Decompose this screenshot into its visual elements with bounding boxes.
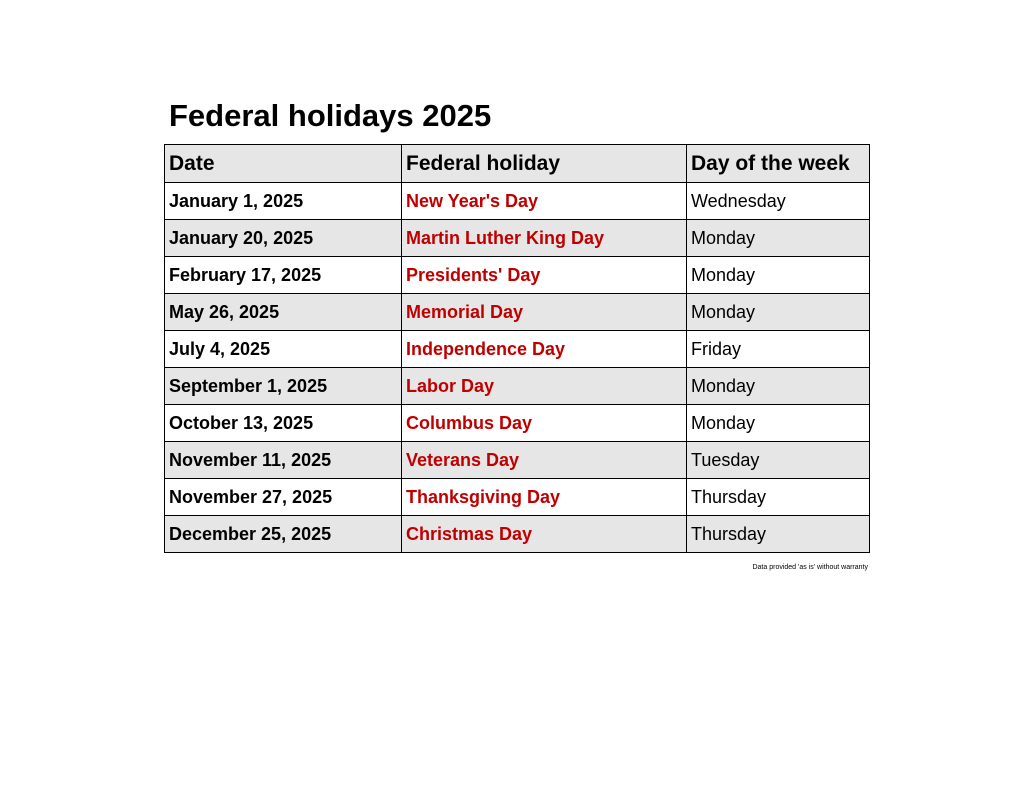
holiday-date: January 1, 2025 [165, 183, 402, 220]
holiday-name: Memorial Day [402, 294, 687, 331]
header-day-of-week: Day of the week [687, 145, 870, 183]
table-row [165, 442, 870, 479]
table-row [165, 331, 870, 368]
holiday-name: Thanksgiving Day [402, 479, 687, 516]
holiday-weekday: Friday [687, 331, 870, 368]
holiday-weekday: Monday [687, 257, 870, 294]
holiday-name: New Year's Day [402, 183, 687, 220]
holiday-weekday: Monday [687, 405, 870, 442]
holiday-weekday: Tuesday [687, 442, 870, 479]
table-row [165, 257, 870, 294]
table-row [165, 183, 870, 220]
holiday-weekday: Thursday [687, 516, 870, 553]
header-federal-holiday: Federal holiday [402, 145, 687, 183]
holiday-name: Martin Luther King Day [402, 220, 687, 257]
holiday-name: Christmas Day [402, 516, 687, 553]
table-row [165, 294, 870, 331]
holiday-weekday: Monday [687, 220, 870, 257]
table-row [165, 405, 870, 442]
holiday-date: January 20, 2025 [165, 220, 402, 257]
table-row [165, 220, 870, 257]
holiday-weekday: Monday [687, 368, 870, 405]
header-date: Date [165, 145, 402, 183]
holiday-name: Labor Day [402, 368, 687, 405]
holiday-date: July 4, 2025 [165, 331, 402, 368]
holiday-date: December 25, 2025 [165, 516, 402, 553]
holiday-date: November 11, 2025 [165, 442, 402, 479]
holiday-date: October 13, 2025 [165, 405, 402, 442]
holiday-weekday: Thursday [687, 479, 870, 516]
holidays-table [164, 144, 870, 553]
holiday-name: Veterans Day [402, 442, 687, 479]
holiday-name: Columbus Day [402, 405, 687, 442]
holiday-date: May 26, 2025 [165, 294, 402, 331]
holiday-name: Presidents' Day [402, 257, 687, 294]
holiday-name: Independence Day [402, 331, 687, 368]
holiday-date: November 27, 2025 [165, 479, 402, 516]
table-row [165, 479, 870, 516]
holiday-weekday: Monday [687, 294, 870, 331]
table-header-row [165, 145, 870, 183]
table-row [165, 368, 870, 405]
disclaimer-note: Data provided 'as is' without warranty [752, 564, 868, 571]
table-row [165, 516, 870, 553]
holiday-date: September 1, 2025 [165, 368, 402, 405]
page-title: Federal holidays 2025 [169, 98, 492, 133]
holiday-date: February 17, 2025 [165, 257, 402, 294]
holiday-weekday: Wednesday [687, 183, 870, 220]
